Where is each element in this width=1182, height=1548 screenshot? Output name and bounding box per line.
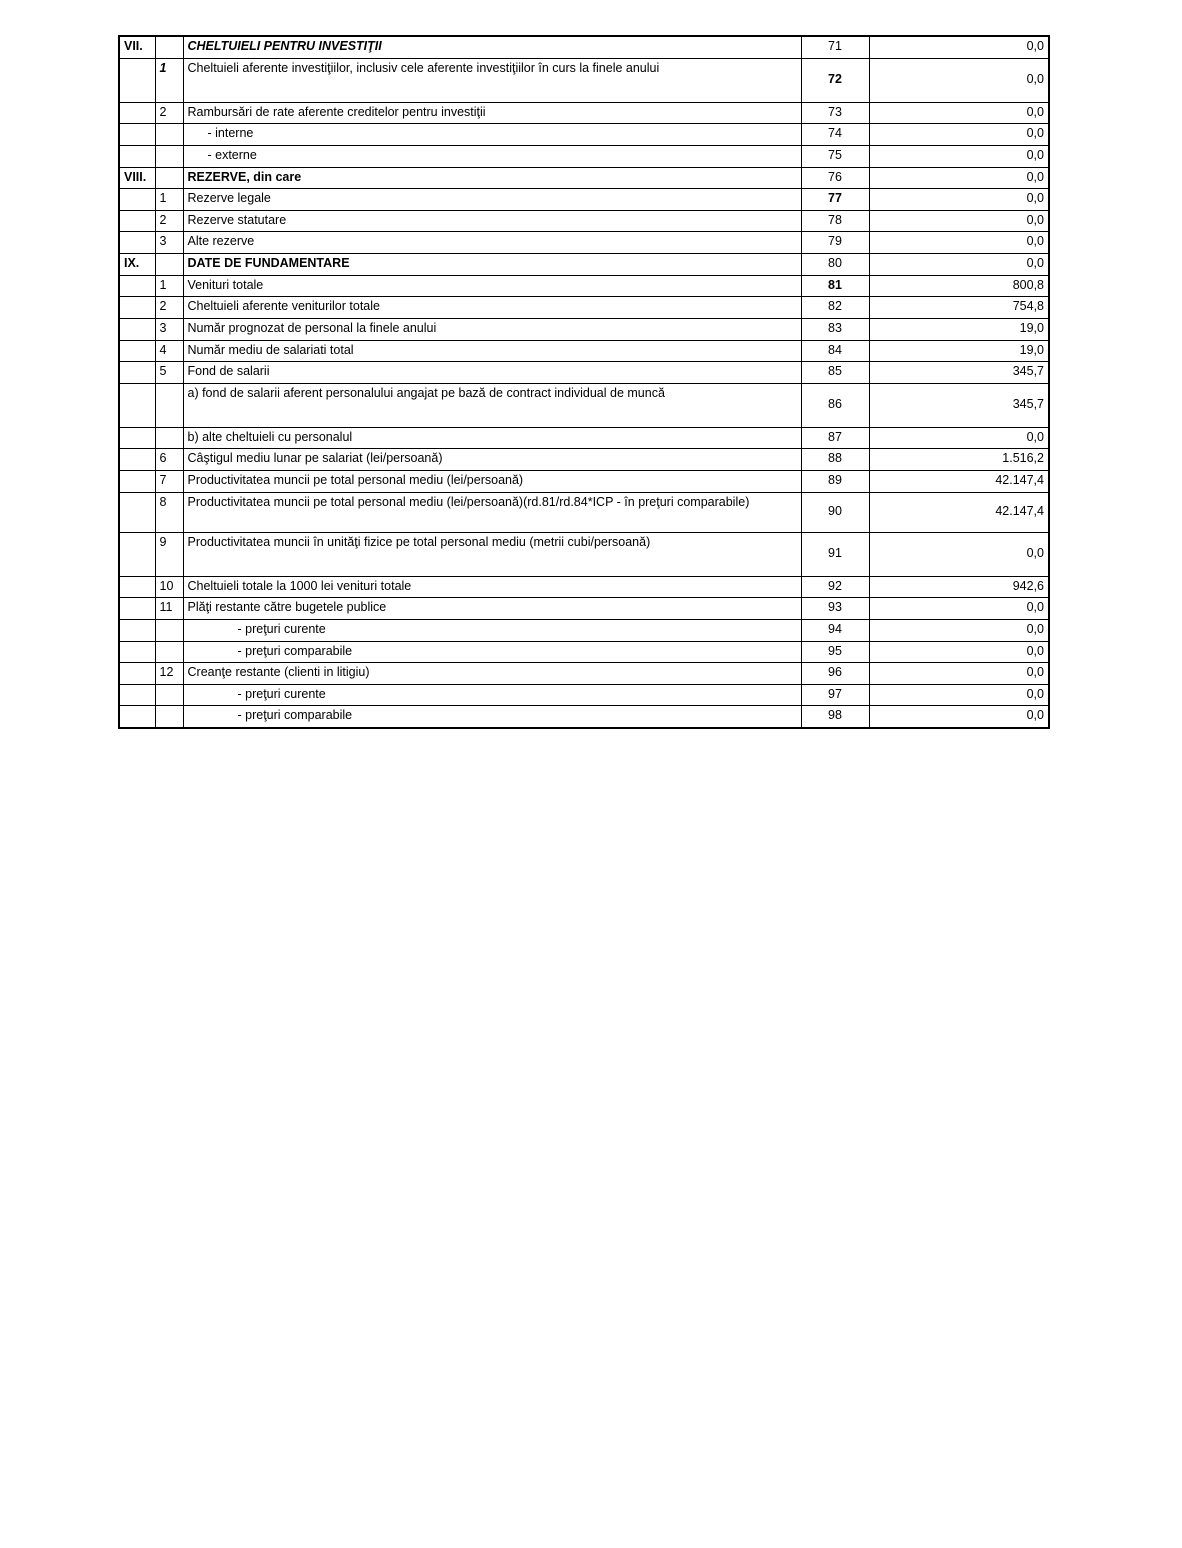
table-row — [119, 492, 1049, 532]
table-row — [119, 124, 1049, 146]
cell-section-roman — [119, 641, 155, 663]
cell-section-roman — [119, 619, 155, 641]
cell-item-index — [155, 684, 183, 706]
cell-row-number: 79 — [801, 232, 869, 254]
table-row — [119, 471, 1049, 493]
cell-value: 19,0 — [869, 318, 1049, 340]
cell-item-index — [155, 36, 183, 58]
cell-item-index — [155, 167, 183, 189]
cell-item-index — [155, 254, 183, 276]
cell-item-index: 11 — [155, 598, 183, 620]
cell-value: 0,0 — [869, 427, 1049, 449]
table-row — [119, 427, 1049, 449]
cell-row-number: 78 — [801, 210, 869, 232]
cell-description: Cheltuieli aferente investiţiilor, inclusiv cele aferente investiţiilor în curs la finele anului — [183, 58, 801, 102]
cell-row-number: 77 — [801, 189, 869, 211]
cell-description: Alte rezerve — [183, 232, 801, 254]
cell-description: Creanţe restante (clienti in litigiu) — [183, 663, 801, 685]
table-row — [119, 641, 1049, 663]
cell-item-index: 8 — [155, 492, 183, 532]
cell-item-index: 1 — [155, 189, 183, 211]
table-row — [119, 532, 1049, 576]
table-row — [119, 383, 1049, 427]
table-row — [119, 663, 1049, 685]
table-row — [119, 275, 1049, 297]
cell-row-number: 82 — [801, 297, 869, 319]
cell-section-roman — [119, 383, 155, 427]
cell-row-number: 76 — [801, 167, 869, 189]
budget-sheet — [118, 35, 1048, 729]
cell-item-index: 2 — [155, 210, 183, 232]
cell-description: b) alte cheltuieli cu personalul — [183, 427, 801, 449]
table-row — [119, 297, 1049, 319]
cell-value: 0,0 — [869, 706, 1049, 728]
cell-section-roman — [119, 275, 155, 297]
cell-row-number: 93 — [801, 598, 869, 620]
cell-item-index: 1 — [155, 275, 183, 297]
cell-item-index: 3 — [155, 318, 183, 340]
cell-description: - preţuri curente — [183, 619, 801, 641]
cell-value: 0,0 — [869, 210, 1049, 232]
cell-description: a) fond de salarii aferent personalului angajat pe bază de contract individual de muncă — [183, 383, 801, 427]
cell-item-index: 9 — [155, 532, 183, 576]
cell-description: - preţuri comparabile — [183, 641, 801, 663]
cell-description: Rezerve statutare — [183, 210, 801, 232]
cell-value: 42.147,4 — [869, 492, 1049, 532]
cell-description: DATE DE FUNDAMENTARE — [183, 254, 801, 276]
cell-row-number: 71 — [801, 36, 869, 58]
cell-item-index: 1 — [155, 58, 183, 102]
cell-value: 1.516,2 — [869, 449, 1049, 471]
cell-section-roman — [119, 232, 155, 254]
cell-description: - preţuri curente — [183, 684, 801, 706]
cell-section-roman — [119, 297, 155, 319]
cell-item-index — [155, 427, 183, 449]
cell-item-index: 12 — [155, 663, 183, 685]
cell-row-number: 85 — [801, 362, 869, 384]
cell-description: - preţuri comparabile — [183, 706, 801, 728]
cell-section-roman — [119, 663, 155, 685]
table-row — [119, 684, 1049, 706]
cell-row-number: 89 — [801, 471, 869, 493]
cell-description: Productivitatea muncii pe total personal mediu (lei/persoană) — [183, 471, 801, 493]
cell-row-number: 97 — [801, 684, 869, 706]
budget-table-body — [119, 36, 1049, 728]
table-row — [119, 318, 1049, 340]
cell-value: 754,8 — [869, 297, 1049, 319]
cell-value: 0,0 — [869, 36, 1049, 58]
table-row — [119, 576, 1049, 598]
cell-description: Venituri totale — [183, 275, 801, 297]
cell-item-index — [155, 124, 183, 146]
cell-row-number: 81 — [801, 275, 869, 297]
cell-value: 0,0 — [869, 124, 1049, 146]
cell-item-index: 2 — [155, 297, 183, 319]
cell-description: Plăţi restante către bugetele publice — [183, 598, 801, 620]
cell-item-index: 7 — [155, 471, 183, 493]
cell-section-roman — [119, 58, 155, 102]
cell-section-roman — [119, 471, 155, 493]
table-row — [119, 598, 1049, 620]
cell-value: 0,0 — [869, 684, 1049, 706]
cell-value: 345,7 — [869, 362, 1049, 384]
cell-description: - externe — [183, 145, 801, 167]
cell-section-roman — [119, 145, 155, 167]
cell-item-index — [155, 641, 183, 663]
cell-item-index: 10 — [155, 576, 183, 598]
cell-row-number: 75 — [801, 145, 869, 167]
cell-value: 0,0 — [869, 619, 1049, 641]
cell-row-number: 92 — [801, 576, 869, 598]
cell-section-roman — [119, 102, 155, 124]
cell-description: - interne — [183, 124, 801, 146]
cell-section-roman: VIII. — [119, 167, 155, 189]
cell-value: 0,0 — [869, 58, 1049, 102]
table-row — [119, 58, 1049, 102]
cell-row-number: 90 — [801, 492, 869, 532]
cell-row-number: 83 — [801, 318, 869, 340]
cell-item-index — [155, 619, 183, 641]
cell-row-number: 84 — [801, 340, 869, 362]
cell-section-roman — [119, 340, 155, 362]
cell-value: 0,0 — [869, 532, 1049, 576]
cell-item-index — [155, 706, 183, 728]
cell-description: Cheltuieli aferente veniturilor totale — [183, 297, 801, 319]
cell-value: 0,0 — [869, 102, 1049, 124]
cell-section-roman — [119, 576, 155, 598]
table-row — [119, 619, 1049, 641]
cell-value: 42.147,4 — [869, 471, 1049, 493]
cell-section-roman — [119, 362, 155, 384]
cell-row-number: 72 — [801, 58, 869, 102]
cell-section-roman — [119, 124, 155, 146]
cell-description: Rambursări de rate aferente creditelor pentru investiţii — [183, 102, 801, 124]
table-row — [119, 36, 1049, 58]
table-row — [119, 145, 1049, 167]
cell-row-number: 73 — [801, 102, 869, 124]
cell-description: Productivitatea muncii pe total personal mediu (lei/persoană)(rd.81/rd.84*ICP - în preţuri comparabile) — [183, 492, 801, 532]
cell-description: Număr prognozat de personal la finele anului — [183, 318, 801, 340]
cell-value: 0,0 — [869, 663, 1049, 685]
cell-value: 0,0 — [869, 232, 1049, 254]
cell-value: 0,0 — [869, 641, 1049, 663]
cell-section-roman — [119, 598, 155, 620]
cell-section-roman: IX. — [119, 254, 155, 276]
table-row — [119, 449, 1049, 471]
table-row — [119, 210, 1049, 232]
cell-row-number: 95 — [801, 641, 869, 663]
cell-description: Număr mediu de salariati total — [183, 340, 801, 362]
cell-section-roman — [119, 706, 155, 728]
table-row — [119, 254, 1049, 276]
table-row — [119, 102, 1049, 124]
cell-value: 800,8 — [869, 275, 1049, 297]
cell-description: Cheltuieli totale la 1000 lei venituri totale — [183, 576, 801, 598]
cell-row-number: 80 — [801, 254, 869, 276]
cell-section-roman — [119, 189, 155, 211]
cell-section-roman — [119, 492, 155, 532]
cell-row-number: 88 — [801, 449, 869, 471]
table-row — [119, 706, 1049, 728]
cell-description: CHELTUIELI PENTRU INVESTIŢII — [183, 36, 801, 58]
cell-item-index: 2 — [155, 102, 183, 124]
cell-item-index — [155, 145, 183, 167]
cell-item-index — [155, 383, 183, 427]
cell-row-number: 87 — [801, 427, 869, 449]
cell-item-index: 5 — [155, 362, 183, 384]
cell-value: 19,0 — [869, 340, 1049, 362]
cell-value: 0,0 — [869, 167, 1049, 189]
cell-value: 0,0 — [869, 598, 1049, 620]
cell-item-index: 3 — [155, 232, 183, 254]
cell-section-roman — [119, 427, 155, 449]
cell-row-number: 96 — [801, 663, 869, 685]
cell-section-roman — [119, 449, 155, 471]
cell-section-roman — [119, 532, 155, 576]
cell-row-number: 86 — [801, 383, 869, 427]
cell-description: Productivitatea muncii în unităţi fizice pe total personal mediu (metrii cubi/persoană) — [183, 532, 801, 576]
cell-value: 0,0 — [869, 189, 1049, 211]
cell-item-index: 4 — [155, 340, 183, 362]
cell-row-number: 91 — [801, 532, 869, 576]
cell-value: 0,0 — [869, 254, 1049, 276]
table-row — [119, 362, 1049, 384]
table-row — [119, 167, 1049, 189]
cell-value: 942,6 — [869, 576, 1049, 598]
cell-description: Câştigul mediu lunar pe salariat (lei/persoană) — [183, 449, 801, 471]
cell-section-roman: VII. — [119, 36, 155, 58]
table-row — [119, 189, 1049, 211]
cell-description: Rezerve legale — [183, 189, 801, 211]
budget-table — [118, 35, 1050, 729]
cell-row-number: 74 — [801, 124, 869, 146]
cell-row-number: 94 — [801, 619, 869, 641]
cell-description: Fond de salarii — [183, 362, 801, 384]
cell-section-roman — [119, 318, 155, 340]
table-row — [119, 232, 1049, 254]
cell-value: 0,0 — [869, 145, 1049, 167]
cell-value: 345,7 — [869, 383, 1049, 427]
cell-section-roman — [119, 210, 155, 232]
cell-section-roman — [119, 684, 155, 706]
cell-description: REZERVE, din care — [183, 167, 801, 189]
table-row — [119, 340, 1049, 362]
cell-item-index: 6 — [155, 449, 183, 471]
cell-row-number: 98 — [801, 706, 869, 728]
